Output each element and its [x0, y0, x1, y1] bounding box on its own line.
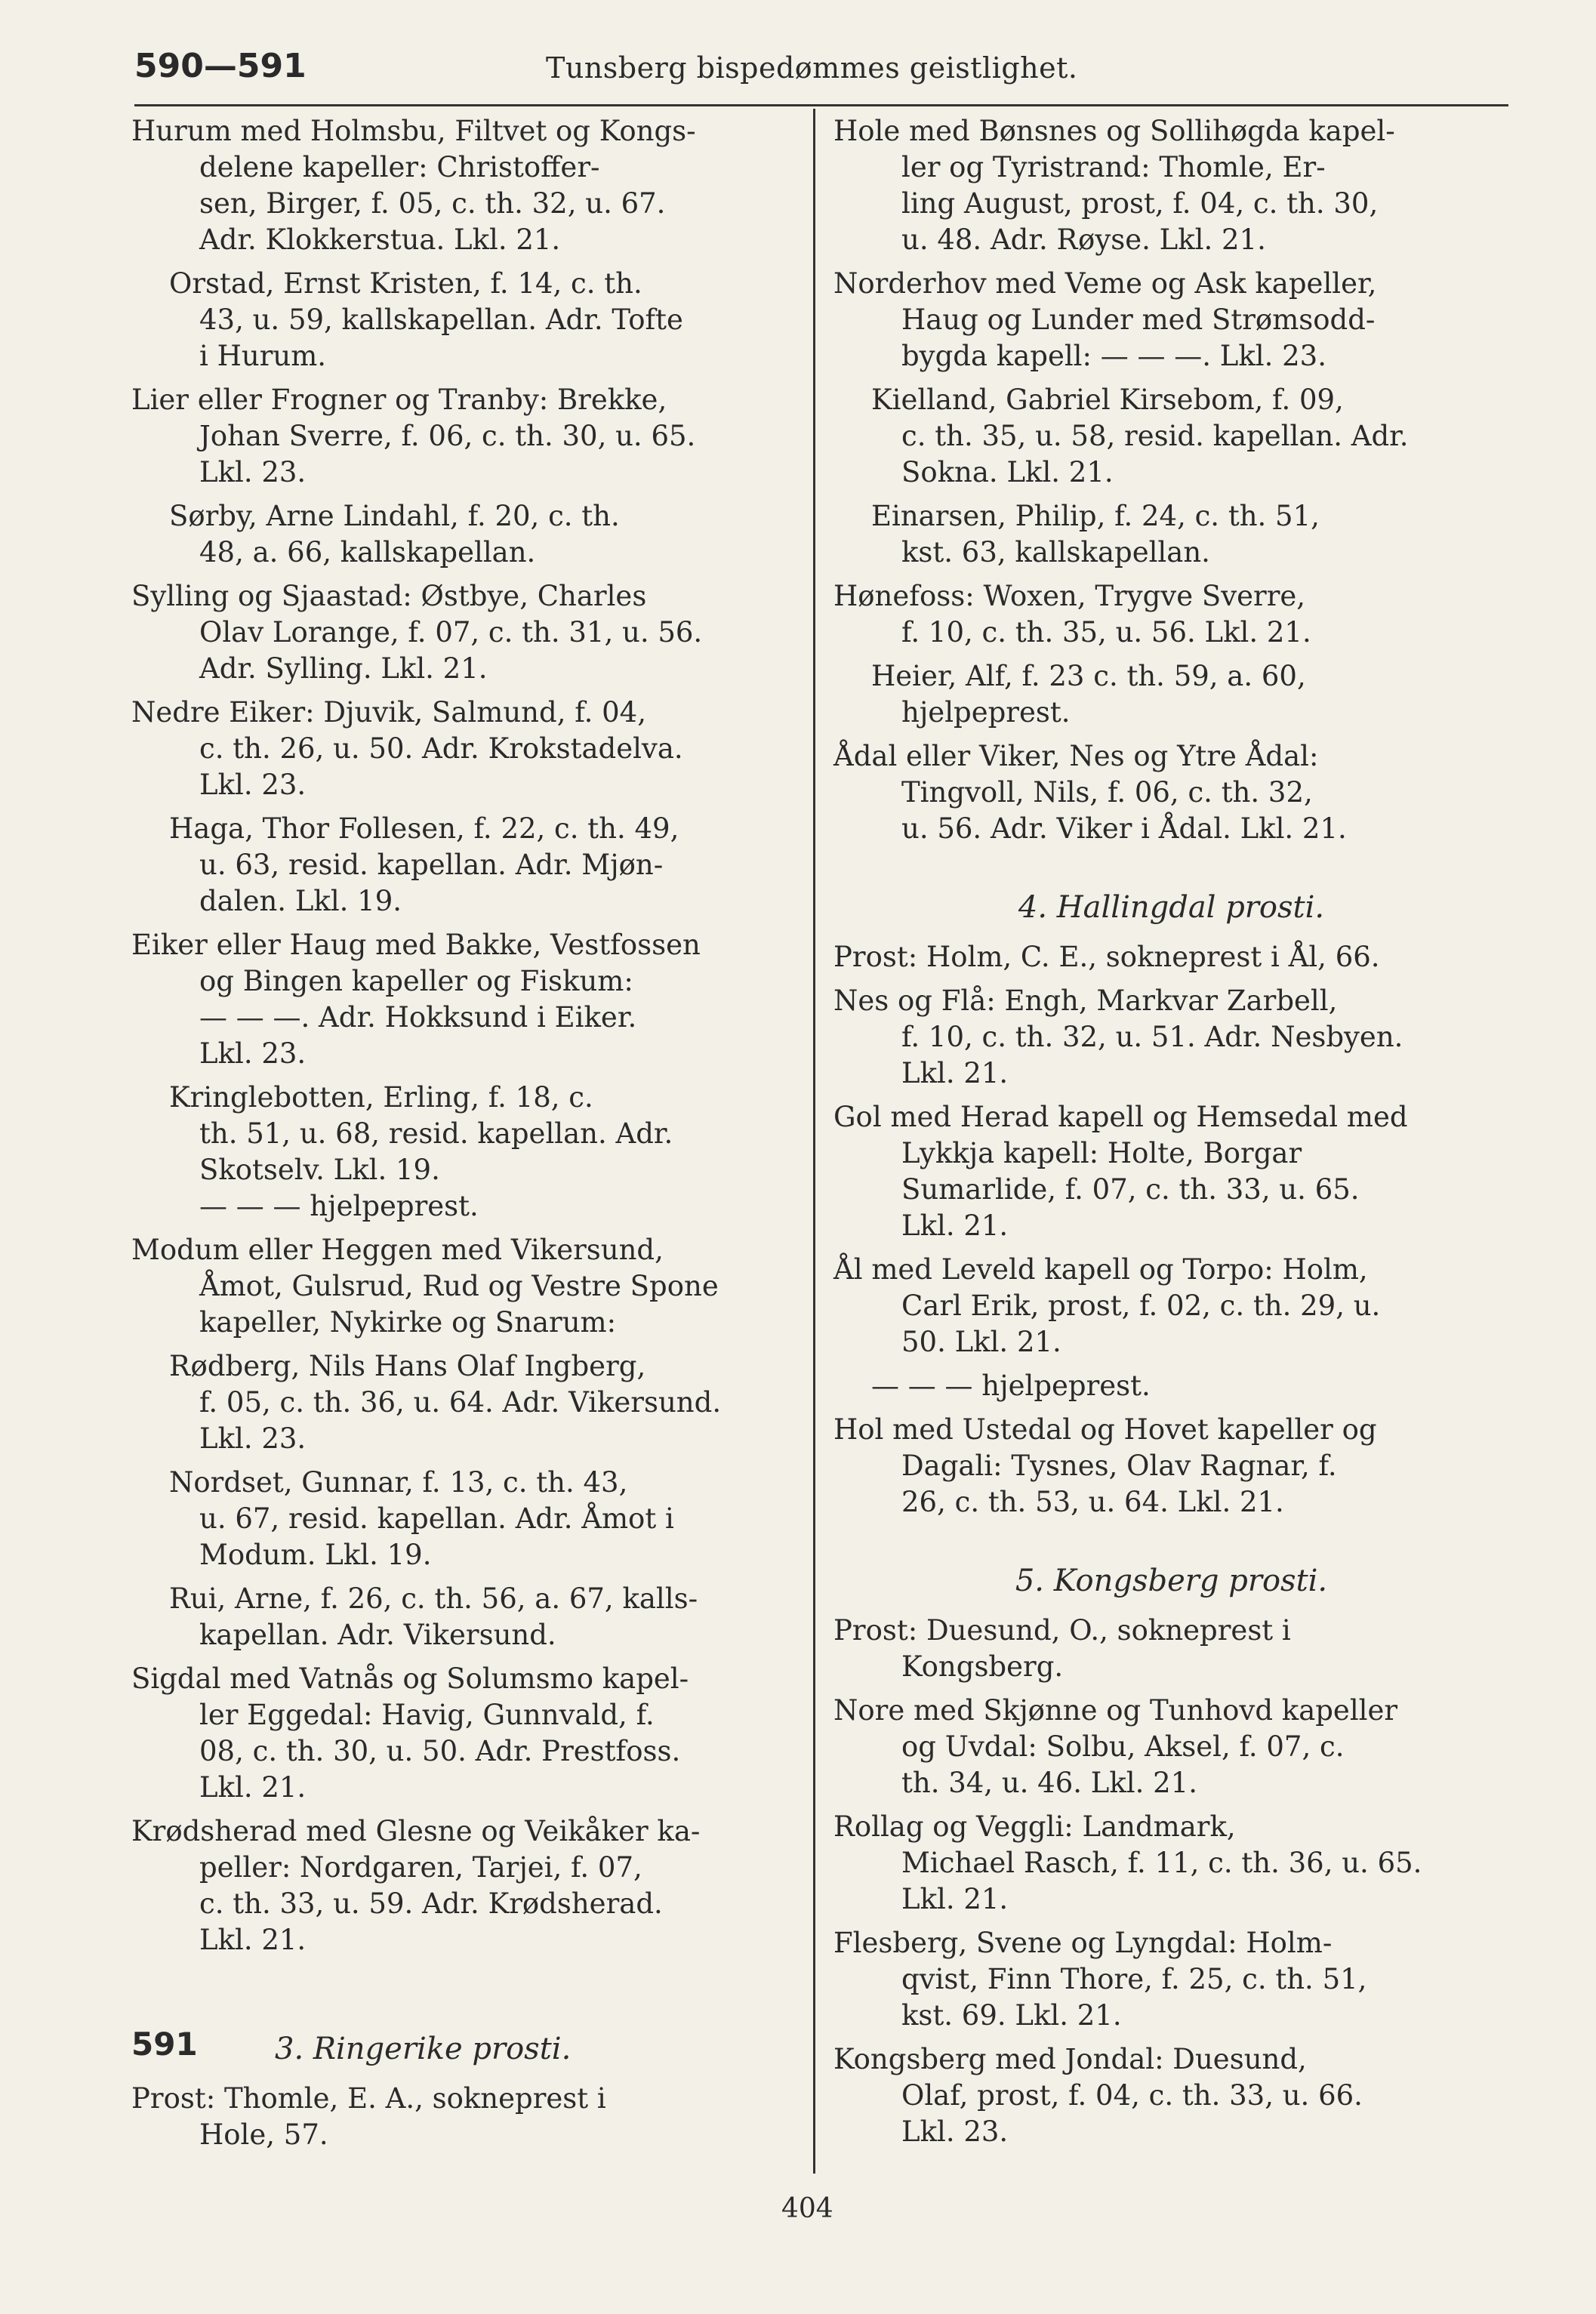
directory-entry-kielland [833, 382, 1509, 491]
entry-continuation-line: sen, Birger, f. 05, c. th. 32, u. 67. [199, 187, 666, 220]
entry-continuation-line: Lkl. 21. [901, 1057, 1009, 1089]
entry-continuation-line: ler og Tyristrand: Thomle, Er- [901, 151, 1326, 183]
margin-page-number: 591 [131, 2026, 198, 2063]
entry-continuation-line: Adr. Sylling. Lkl. 21. [199, 652, 488, 685]
column-divider [813, 109, 815, 2174]
entry-continuation-line: og Uvdal: Solbu, Aksel, f. 07, c. [901, 1730, 1345, 1763]
directory-entry-sorby [131, 498, 803, 571]
directory-entry-sylling [131, 578, 803, 687]
entry-continuation-line: kapellan. Adr. Vikersund. [199, 1619, 556, 1651]
entry-continuation-line: kst. 69. Lkl. 21. [901, 1999, 1122, 2032]
entry-first-line: Nore med Skjønne og Tunhovd kapeller [833, 1694, 1398, 1727]
entry-first-line: Einarsen, Philip, f. 24, c. th. 51, [871, 500, 1320, 532]
directory-entry-lier [131, 382, 803, 491]
entry-first-line: Nedre Eiker: Djuvik, Salmund, f. 04, [131, 696, 646, 729]
entry-continuation-line: 26, c. th. 53, u. 64. Lkl. 21. [901, 1486, 1284, 1518]
section-heading-kongsberg: 5. Kongsberg prosti. [1015, 1564, 1328, 1598]
entry-list [131, 113, 803, 1958]
footer-page-number: 404 [781, 2193, 833, 2224]
directory-entry-al-hjelpeprest [833, 1368, 1509, 1404]
entry-continuation-line: u. 63, resid. kapellan. Adr. Mjøn- [199, 849, 664, 881]
section-title: 3. Ringerike prosti. [275, 2032, 572, 2066]
entry-first-line: Flesberg, Svene og Lyngdal: Holm- [833, 1927, 1333, 1959]
entry-continuation-line: Modum. Lkl. 19. [199, 1539, 432, 1571]
directory-entry-rodberg [131, 1348, 803, 1457]
entry-continuation-line: 43, u. 59, kallskapellan. Adr. Tofte [199, 304, 683, 336]
directory-entry-hole [833, 113, 1509, 258]
directory-entry-hurum [131, 113, 803, 258]
entry-continuation-line: c. th. 33, u. 59. Adr. Krødsherad. [199, 1887, 663, 1920]
entry-first-line: Norderhov med Veme og Ask kapeller, [833, 267, 1377, 300]
entry-continuation-line: Skotselv. Lkl. 19. [199, 1154, 440, 1186]
entry-first-line: Lier eller Frogner og Tranby: Brekke, [131, 384, 667, 416]
entry-continuation-line: ler Eggedal: Havig, Gunnvald, f. [199, 1699, 655, 1731]
entry-first-line: Rødberg, Nils Hans Olaf Ingberg, [169, 1350, 646, 1382]
directory-entry-rui [131, 1581, 803, 1653]
entry-continuation-line: c. th. 26, u. 50. Adr. Krokstadelva. [199, 732, 683, 765]
entry-continuation-line: f. 10, c. th. 35, u. 56. Lkl. 21. [901, 616, 1311, 649]
entry-continuation-line: delene kapeller: Christoffer- [199, 151, 600, 183]
entry-first-line: Prost: Holm, C. E., sokneprest i Ål, 66. [833, 941, 1380, 973]
directory-entry-kongsberg [833, 2041, 1509, 2150]
directory-entry-norderhov [833, 266, 1509, 374]
entry-continuation-line: peller: Nordgaren, Tarjei, f. 07, [199, 1851, 642, 1884]
entry-first-line: Rui, Arne, f. 26, c. th. 56, a. 67, kalls- [169, 1582, 698, 1615]
entry-first-line: Ål med Leveld kapell og Torpo: Holm, [833, 1253, 1368, 1286]
entry-first-line: Eiker eller Haug med Bakke, Vestfossen [131, 929, 701, 961]
entry-continuation-line: Lkl. 23. [199, 1037, 307, 1070]
entry-first-line: Kongsberg med Jondal: Duesund, [833, 2043, 1307, 2075]
entry-continuation-line: Hole, 57. [199, 2118, 328, 2151]
directory-entry-al [833, 1252, 1509, 1360]
entry-first-line: Krødsherad med Glesne og Veikåker ka- [131, 1815, 701, 1847]
directory-entry-einarsen [833, 498, 1509, 571]
entry-first-line: Hurum med Holmsbu, Filtvet og Kongs- [131, 115, 696, 147]
entry-first-line: Hønefoss: Woxen, Trygve Sverre, [833, 580, 1306, 612]
entry-continuation-line: bygda kapell: — — —. Lkl. 23. [901, 340, 1326, 372]
entry-continuation-line: kapeller, Nykirke og Snarum: [199, 1306, 617, 1339]
running-title: Tunsberg bispedømmes geistlighet. [546, 51, 1078, 85]
entry-continuation-line: Lkl. 23. [199, 1422, 307, 1455]
entry-continuation-line: Adr. Klokkerstua. Lkl. 21. [199, 223, 561, 256]
entry-continuation-line: Carl Erik, prost, f. 02, c. th. 29, u. [901, 1289, 1381, 1322]
entry-continuation-line: f. 05, c. th. 36, u. 64. Adr. Vikersund. [199, 1386, 722, 1419]
entry-first-line: Haga, Thor Follesen, f. 22, c. th. 49, [169, 812, 679, 845]
entry-first-line: Kringlebotten, Erling, f. 18, c. [169, 1081, 593, 1114]
entry-continuation-line: 50. Lkl. 21. [901, 1326, 1061, 1358]
entry-continuation-line: Lkl. 23. [199, 769, 307, 801]
header-rule [134, 104, 1508, 106]
directory-entry-honefoss [833, 578, 1509, 651]
entry-continuation-line: Lkl. 23. [199, 456, 307, 488]
entry-first-line: Heier, Alf, f. 23 c. th. 59, a. 60, [871, 660, 1306, 692]
directory-entry-sigdal [131, 1661, 803, 1806]
directory-entry-adal [833, 738, 1509, 847]
entry-continuation-line: Michael Rasch, f. 11, c. th. 36, u. 65. [901, 1847, 1422, 1879]
entry-continuation-line: kst. 63, kallskapellan. [901, 536, 1210, 568]
entry-continuation-line: i Hurum. [199, 340, 327, 372]
entry-continuation-line: Haug og Lunder med Strømsodd- [901, 304, 1376, 336]
directory-entry-orstad [131, 266, 803, 374]
entry-first-line: Nordset, Gunnar, f. 13, c. th. 43, [169, 1466, 628, 1499]
entry-first-line: Gol med Herad kapell og Hemsedal med [833, 1101, 1408, 1133]
entry-continuation-line: Lkl. 21. [901, 1883, 1009, 1915]
directory-entry-heier [833, 658, 1509, 731]
entry-continuation-line: Lkl. 21. [901, 1209, 1009, 1242]
entry-continuation-line: — — —. Adr. Hokksund i Eiker. [199, 1001, 637, 1034]
directory-entry-kringlebotten [131, 1080, 803, 1225]
entry-continuation-line: Lykkja kapell: Holte, Borgar [901, 1137, 1302, 1169]
entry-continuation-line: Kongsberg. [901, 1650, 1064, 1683]
page-numbers: 590—591 [134, 47, 307, 85]
directory-entry-nedre-eiker [131, 695, 803, 803]
entry-first-line: Hole med Bønsnes og Sollihøgda kapel- [833, 115, 1395, 147]
entry-continuation-line: th. 51, u. 68, resid. kapellan. Adr. [199, 1117, 673, 1150]
entry-first-line: Prost: Duesund, O., sokneprest i [833, 1614, 1291, 1647]
directory-entry-haga [131, 811, 803, 920]
entry-continuation-line: Sumarlide, f. 07, c. th. 33, u. 65. [901, 1173, 1360, 1206]
entry-first-line: Orstad, Ernst Kristen, f. 14, c. th. [169, 267, 642, 300]
entry-first-line: Rollag og Veggli: Landmark, [833, 1810, 1236, 1843]
entry-continuation-line: Sokna. Lkl. 21. [901, 456, 1114, 488]
entry-first-line: Sylling og Sjaastad: Østbye, Charles [131, 580, 647, 612]
section-heading-ringerike [131, 2026, 803, 2067]
entry-continuation-line: Åmot, Gulsrud, Rud og Vestre Spone [199, 1270, 719, 1302]
right-column [833, 113, 1509, 2158]
directory-entry-rollag [833, 1809, 1509, 1918]
entry-list [833, 113, 1509, 847]
entry-first-line: Modum eller Heggen med Vikersund, [131, 1234, 664, 1266]
entry-continuation-line: Lkl. 21. [199, 1771, 307, 1804]
entry-continuation-line: Lkl. 23. [901, 2115, 1009, 2148]
entry-continuation-line: og Bingen kapeller og Fiskum: [199, 965, 633, 997]
entry-continuation-line: ling August, prost, f. 04, c. th. 30, [901, 187, 1379, 220]
entry-continuation-line: Johan Sverre, f. 06, c. th. 30, u. 65. [199, 420, 696, 452]
left-column [131, 113, 803, 2161]
entry-continuation-line: dalen. Lkl. 19. [199, 885, 402, 917]
entry-continuation-line: u. 67, resid. kapellan. Adr. Åmot i [199, 1502, 674, 1535]
entry-first-line: Kielland, Gabriel Kirsebom, f. 09, [871, 384, 1344, 416]
entry-continuation-line: qvist, Finn Thore, f. 25, c. th. 51, [901, 1963, 1367, 1995]
entry-first-line: Ådal eller Viker, Nes og Ytre Ådal: [833, 740, 1319, 772]
directory-entry-krodsherad [131, 1813, 803, 1958]
section-heading-hallingdal: 4. Hallingdal prosti. [1018, 890, 1325, 925]
entry-list [833, 1613, 1509, 2150]
entry-first-line: Sigdal med Vatnås og Solumsmo kapel- [131, 1662, 689, 1695]
entry-first-line: Sørby, Arne Lindahl, f. 20, c. th. [169, 500, 620, 532]
page-header [134, 47, 1508, 100]
directory-entry-prost-ringerike [131, 2081, 803, 2153]
entry-first-line: Hol med Ustedal og Hovet kapeller og [833, 1413, 1377, 1446]
entry-first-line: — — — hjelpeprest. [871, 1370, 1151, 1402]
entry-first-line: Prost: Thomle, E. A., sokneprest i [131, 2082, 606, 2115]
entry-continuation-line: f. 10, c. th. 32, u. 51. Adr. Nesbyen. [901, 1021, 1403, 1053]
directory-entry-hol [833, 1412, 1509, 1521]
entry-continuation-line: th. 34, u. 46. Lkl. 21. [901, 1767, 1197, 1799]
directory-entry-prost-hallingdal [833, 939, 1509, 975]
entry-continuation-line: Dagali: Tysnes, Olav Ragnar, f. [901, 1450, 1337, 1482]
entry-continuation-line: Olaf, prost, f. 04, c. th. 33, u. 66. [901, 2079, 1363, 2112]
entry-continuation-line: u. 56. Adr. Viker i Ådal. Lkl. 21. [901, 812, 1347, 845]
directory-entry-nore [833, 1693, 1509, 1801]
entry-continuation-line: Olav Lorange, f. 07, c. th. 31, u. 56. [199, 616, 703, 649]
entry-continuation-line: c. th. 35, u. 58, resid. kapellan. Adr. [901, 420, 1409, 452]
entry-list [833, 939, 1509, 1521]
directory-entry-prost-kongsberg [833, 1613, 1509, 1685]
entry-continuation-line: Lkl. 21. [199, 1924, 307, 1956]
entry-continuation-line: 48, a. 66, kallskapellan. [199, 536, 536, 568]
entry-continuation-line: hjelpeprest. [901, 696, 1071, 729]
entry-continuation-line: 08, c. th. 30, u. 50. Adr. Prestfoss. [199, 1735, 681, 1767]
entry-first-line: Nes og Flå: Engh, Markvar Zarbell, [833, 984, 1338, 1017]
directory-entry-modum [131, 1232, 803, 1341]
directory-entry-nes [833, 983, 1509, 1092]
directory-entry-flesberg [833, 1925, 1509, 2034]
directory-entry-eiker [131, 927, 803, 1072]
entry-continuation-line: u. 48. Adr. Røyse. Lkl. 21. [901, 223, 1266, 256]
directory-entry-gol [833, 1099, 1509, 1244]
entry-continuation-line: — — — hjelpeprest. [199, 1190, 479, 1222]
directory-entry-nordset [131, 1465, 803, 1573]
entry-list [131, 2081, 803, 2153]
entry-continuation-line: Tingvoll, Nils, f. 06, c. th. 32, [901, 776, 1313, 809]
